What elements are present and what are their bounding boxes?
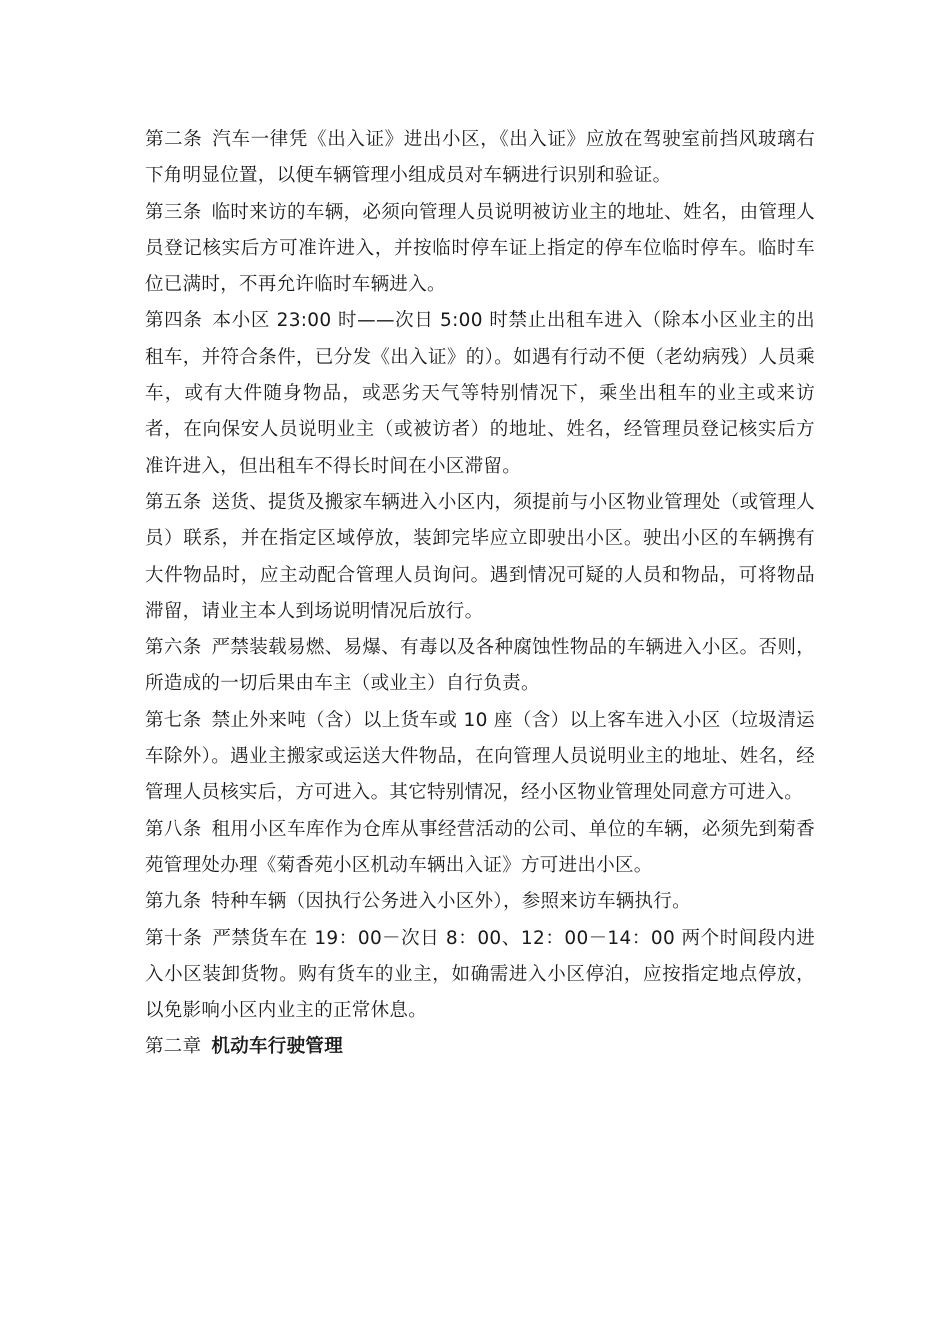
article-text: 严禁货车在 19：00－次日 8：00、12：00－14：00 两个时间段内进入小区装卸货物。购有货车的业主，如确需进入小区停泊，应按指定地点停放，以免影响小区内业主的正常休息。 [145, 927, 815, 1022]
article-number: 第二条 [145, 129, 203, 150]
article-number: 第十条 [145, 927, 203, 949]
chapter-title: 机动车行驶管理 [211, 1036, 344, 1058]
article-number: 第七条 [145, 709, 202, 731]
article-text: 汽车一律凭《出入证》进出小区，《出入证》应放在驾驶室前挡风玻璃右下角明显位置，以便车辆管理小组成员对车辆进行识别和验证。 [145, 129, 816, 187]
article-text: 本小区 23:00 时——次日 5:00 时禁止出租车进入（除本小区业主的出租车，并符合条件，已分发《出入证》的）。如遇有行动不便（老幼病残）人员乘车，或有大件随身物品，或恶劣天气等特别情况下，乘坐出租车的业主或来访者，在向保安人员说明业主（或被访者）的地址、姓名，经管理员登记核实后方准许进入，但出租车不得长时间在小区滞留。 [145, 310, 815, 477]
article-number: 第三条 [145, 201, 202, 223]
article-number: 第九条 [145, 891, 202, 913]
article-2 [145, 122, 815, 195]
article-number: 第八条 [145, 818, 202, 840]
article-text: 送货、提货及搬家车辆进入小区内，须提前与小区物业管理处（或管理人员）联系，并在指定区域停放，装卸完毕应立即驶出小区。驶出小区的车辆携有大件物品时，应主动配合管理人员询问。遇到情况可疑的人员和物品，可将物品滞留，请业主本人到场说明情况后放行。 [145, 491, 815, 622]
article-number: 第四条 [145, 310, 203, 332]
article-4 [145, 303, 815, 484]
article-text: 禁止外来吨（含）以上货车或 10 座（含）以上客车进入小区（垃圾清运车除外）。遇业主搬家或运送大件物品，在向管理人员说明业主的地址、姓名，经管理人员核实后，方可进入。其它特别情况，经小区物业管理处同意方可进入。 [145, 709, 815, 804]
article-7 [145, 703, 815, 812]
article-text: 特种车辆（因执行公务进入小区外），参照来访车辆执行。 [211, 891, 691, 913]
article-3 [145, 195, 815, 304]
chapter-number: 第二章 [145, 1036, 202, 1058]
article-6 [145, 630, 815, 703]
article-number: 第六条 [145, 637, 202, 659]
article-text: 严禁装载易燃、易爆、有毒以及各种腐蚀性物品的车辆进入小区。否则，所造成的一切后果由车主（或业主）自行负责。 [145, 637, 815, 695]
article-text: 租用小区车库作为仓库从事经营活动的公司、单位的车辆，必须先到菊香苑管理处办理《菊香苑小区机动车辆出入证》方可进出小区。 [145, 818, 815, 876]
article-10 [145, 921, 815, 1030]
article-number: 第五条 [145, 491, 202, 513]
article-9 [145, 884, 815, 920]
article-8 [145, 812, 815, 885]
document-page [145, 122, 815, 1066]
article-text: 临时来访的车辆，必须向管理人员说明被访业主的地址、姓名，由管理人员登记核实后方可准许进入，并按临时停车证上指定的停车位临时停车。临时车位已满时，不再允许临时车辆进入。 [145, 201, 815, 296]
chapter-heading [145, 1029, 815, 1065]
article-5 [145, 485, 815, 630]
